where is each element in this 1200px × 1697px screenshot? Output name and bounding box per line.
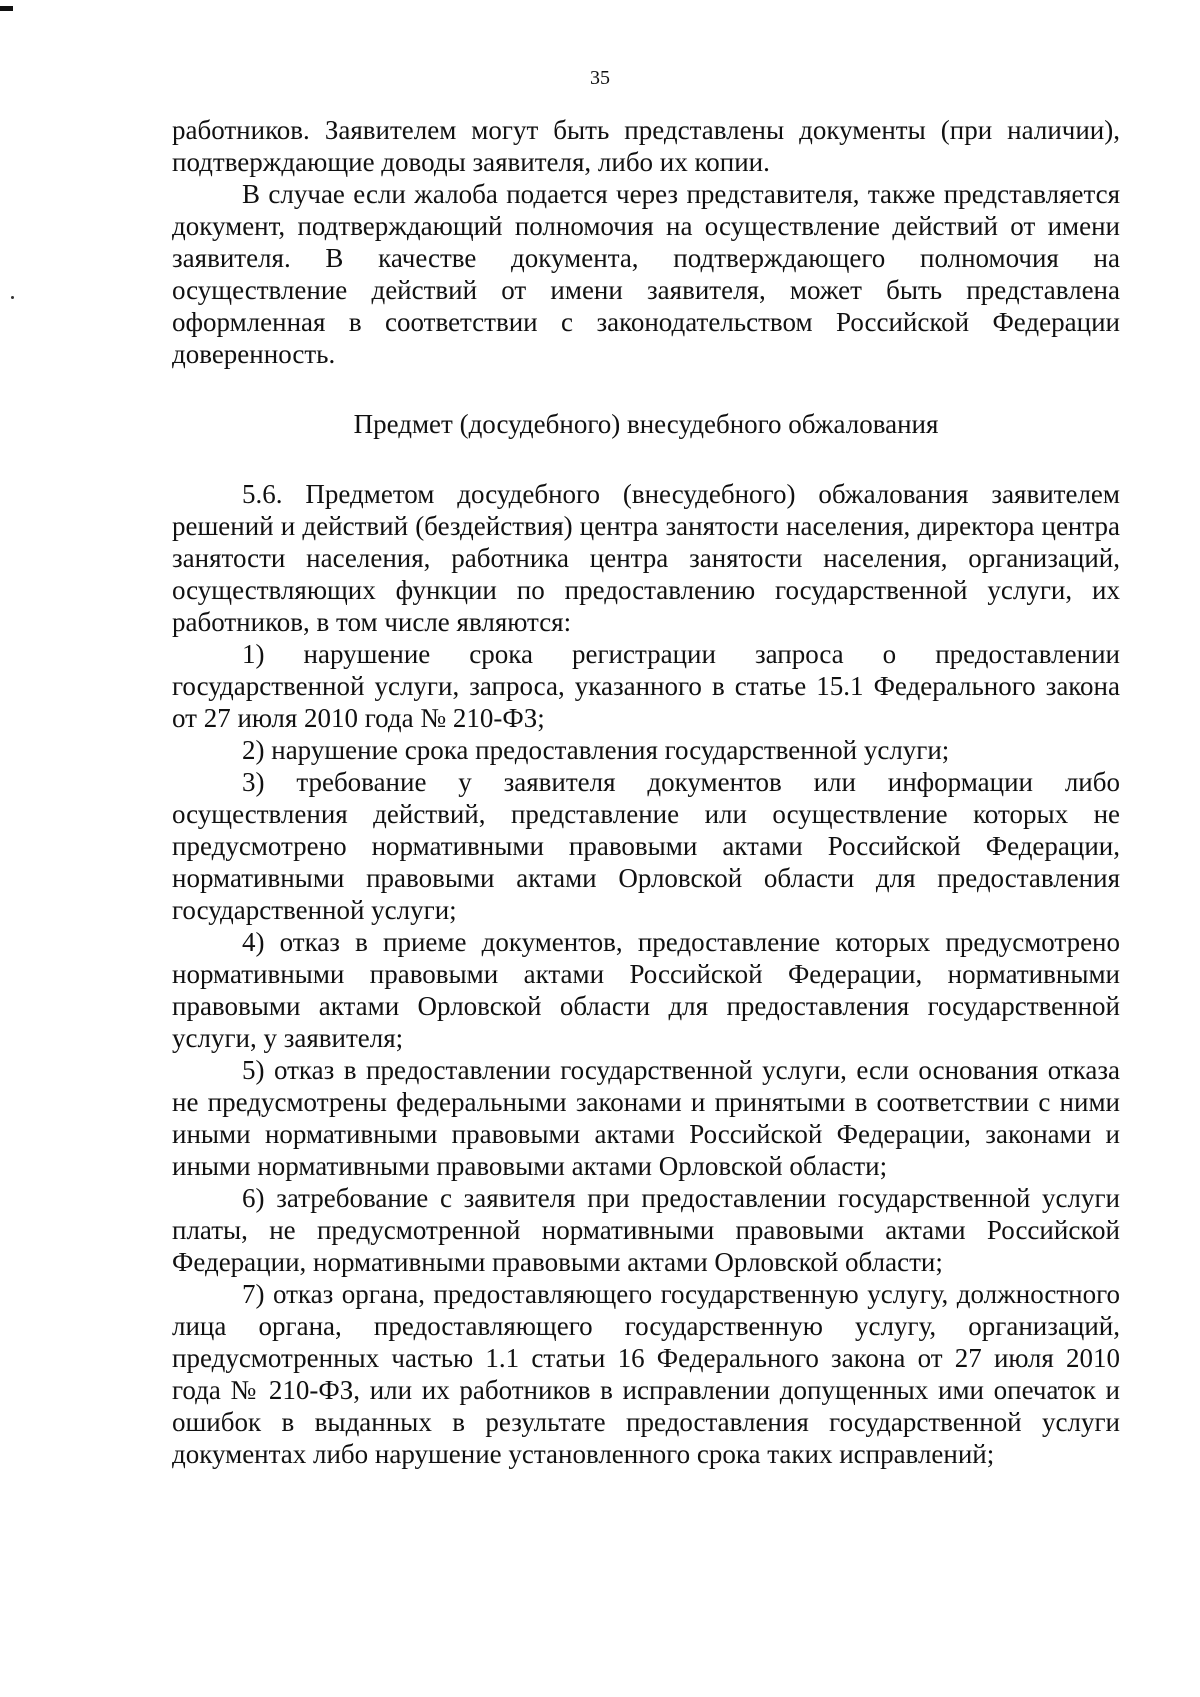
list-item-7: 7) отказ органа, предоставляющего государственную услугу, должностного лица органа, предоставляющего государственную услугу, организаций, предусмотренных частью 1.1 статьи 16 Федерального закона от 27 июля 2010 года № 210-ФЗ, или их работников в исправлении допущенных ими опечаток и ошибок в выданных в результате предоставления государственной услуги документах либо нарушение установленного срока таких исправлений;	[172, 1279, 1120, 1469]
scan-edge-mark	[0, 6, 13, 11]
section-lead-paragraph: 5.6. Предметом досудебного (внесудебного) обжалования заявителем решений и действий (бездействия) центра занятости населения, директора центра занятости населения, работника центра занятости населения, организаций, осуществляющих функции по предоставлению государственной услуги, их работников, в том числе являются:	[172, 479, 1120, 637]
intro-paragraph-2: В случае если жалоба подается через представителя, также представляется документ, подтверждающий полномочия на осуществление действий от имени заявителя. В качестве документа, подтверждающего полномочия на осуществление действий от имени заявителя, может быть представлена оформленная в соответствии с законодательством Российской Федерации доверенность.	[172, 179, 1120, 369]
scan-speck	[11, 296, 14, 299]
section-title: Предмет (досудебного) внесудебного обжалования	[353, 409, 939, 439]
intro-paragraph-1: работников. Заявителем могут быть представлены документы (при наличии), подтверждающие доводы заявителя, либо их копии.	[172, 115, 1120, 177]
list-item-6: 6) затребование с заявителя при предоставлении государственной услуги платы, не предусмотренной нормативными правовыми актами Российской Федерации, нормативными правовыми актами Орловской области;	[172, 1183, 1120, 1277]
list-item-3: 3) требование у заявителя документов или информации либо осуществления действий, представление или осуществление которых не предусмотрено нормативными правовыми актами Российской Федерации, нормативными правовыми актами Орловской области для предоставления государственной услуги;	[172, 767, 1120, 925]
list-item-5: 5) отказ в предоставлении государственной услуги, если основания отказа не предусмотрены федеральными законами и принятыми в соответствии с ними иными нормативными правовыми актами Российской Федерации, законами и иными нормативными правовыми актами Орловской области;	[172, 1055, 1120, 1181]
list-item-1: 1) нарушение срока регистрации запроса о предоставлении государственной услуги, запроса, указанного в статье 15.1 Федерального закона от 27 июля 2010 года № 210-ФЗ;	[172, 639, 1120, 733]
page-number: 35	[590, 67, 610, 89]
list-item-2: 2) нарушение срока предоставления государственной услуги;	[242, 735, 950, 765]
list-item-4: 4) отказ в приеме документов, предоставление которых предусмотрено нормативными правовыми актами Российской Федерации, нормативными правовыми актами Орловской области для предоставления государственной услуги, у заявителя;	[172, 927, 1120, 1053]
document-body	[172, 114, 1120, 1470]
